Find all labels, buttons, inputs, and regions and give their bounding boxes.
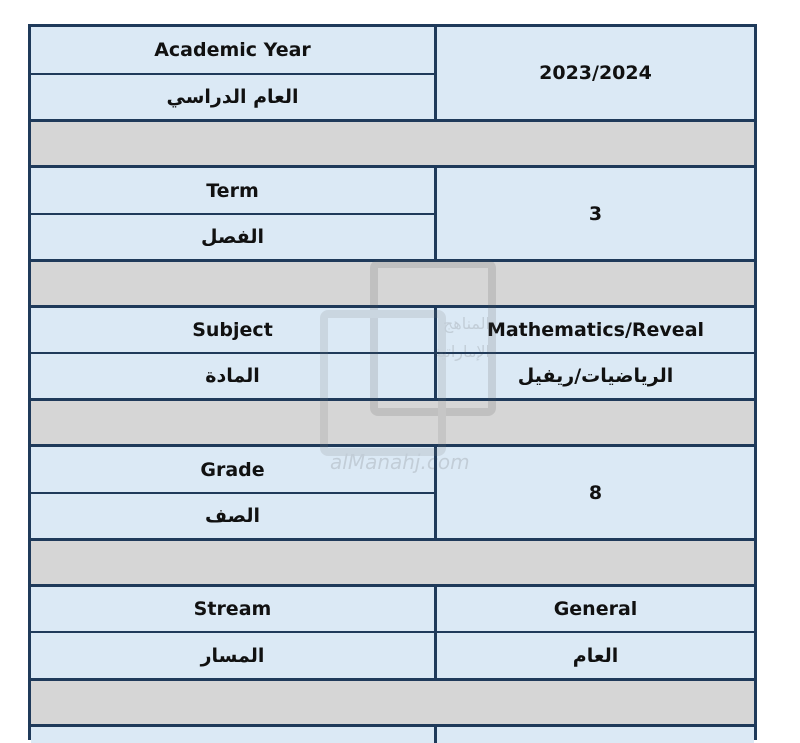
cell-divider: [31, 492, 434, 494]
next-row-left: [31, 727, 434, 743]
grade-label-en: Grade: [31, 447, 434, 492]
academic-year-label-ar: العام الدراسي: [31, 75, 434, 119]
row-divider: [31, 584, 754, 587]
academic-year-value: 2023/2024: [437, 27, 754, 119]
stream-value-en: General: [437, 587, 754, 631]
subject-label-ar: المادة: [31, 354, 434, 398]
stream-value-ar: العام: [437, 633, 754, 678]
subject-label-en: Subject: [31, 308, 434, 352]
column-divider: [434, 168, 437, 259]
grade-value: 8: [437, 447, 754, 538]
next-row-right: [437, 727, 754, 743]
column-divider: [434, 27, 437, 119]
subject-value-ar: الرياضيات/ريفيل: [437, 354, 754, 398]
row-divider: [31, 259, 754, 262]
row-divider: [31, 724, 754, 727]
row-divider: [31, 398, 754, 401]
term-label-en: Term: [31, 168, 434, 213]
column-divider: [434, 308, 437, 398]
spacer-row: [31, 401, 754, 444]
row-divider: [31, 444, 754, 447]
spacer-row: [31, 262, 754, 305]
spacer-row: [31, 541, 754, 584]
cell-divider: [31, 631, 754, 633]
stream-label-en: Stream: [31, 587, 434, 631]
row-divider: [31, 165, 754, 168]
grade-label-ar: الصف: [31, 494, 434, 538]
row-divider: [31, 305, 754, 308]
info-table: [28, 24, 757, 740]
spacer-row: [31, 122, 754, 165]
spacer-row: [31, 681, 754, 724]
subject-value-en: Mathematics/Reveal: [437, 308, 754, 352]
academic-year-label-en: Academic Year: [31, 27, 434, 73]
term-label-ar: الفصل: [31, 215, 434, 259]
cell-divider: [31, 352, 754, 354]
column-divider: [434, 727, 437, 743]
row-divider: [31, 678, 754, 681]
cell-divider: [31, 73, 434, 75]
row-divider: [31, 538, 754, 541]
row-divider: [31, 119, 754, 122]
column-divider: [434, 447, 437, 538]
cell-divider: [31, 213, 434, 215]
column-divider: [434, 587, 437, 678]
term-value: 3: [437, 168, 754, 259]
stream-label-ar: المسار: [31, 633, 434, 678]
